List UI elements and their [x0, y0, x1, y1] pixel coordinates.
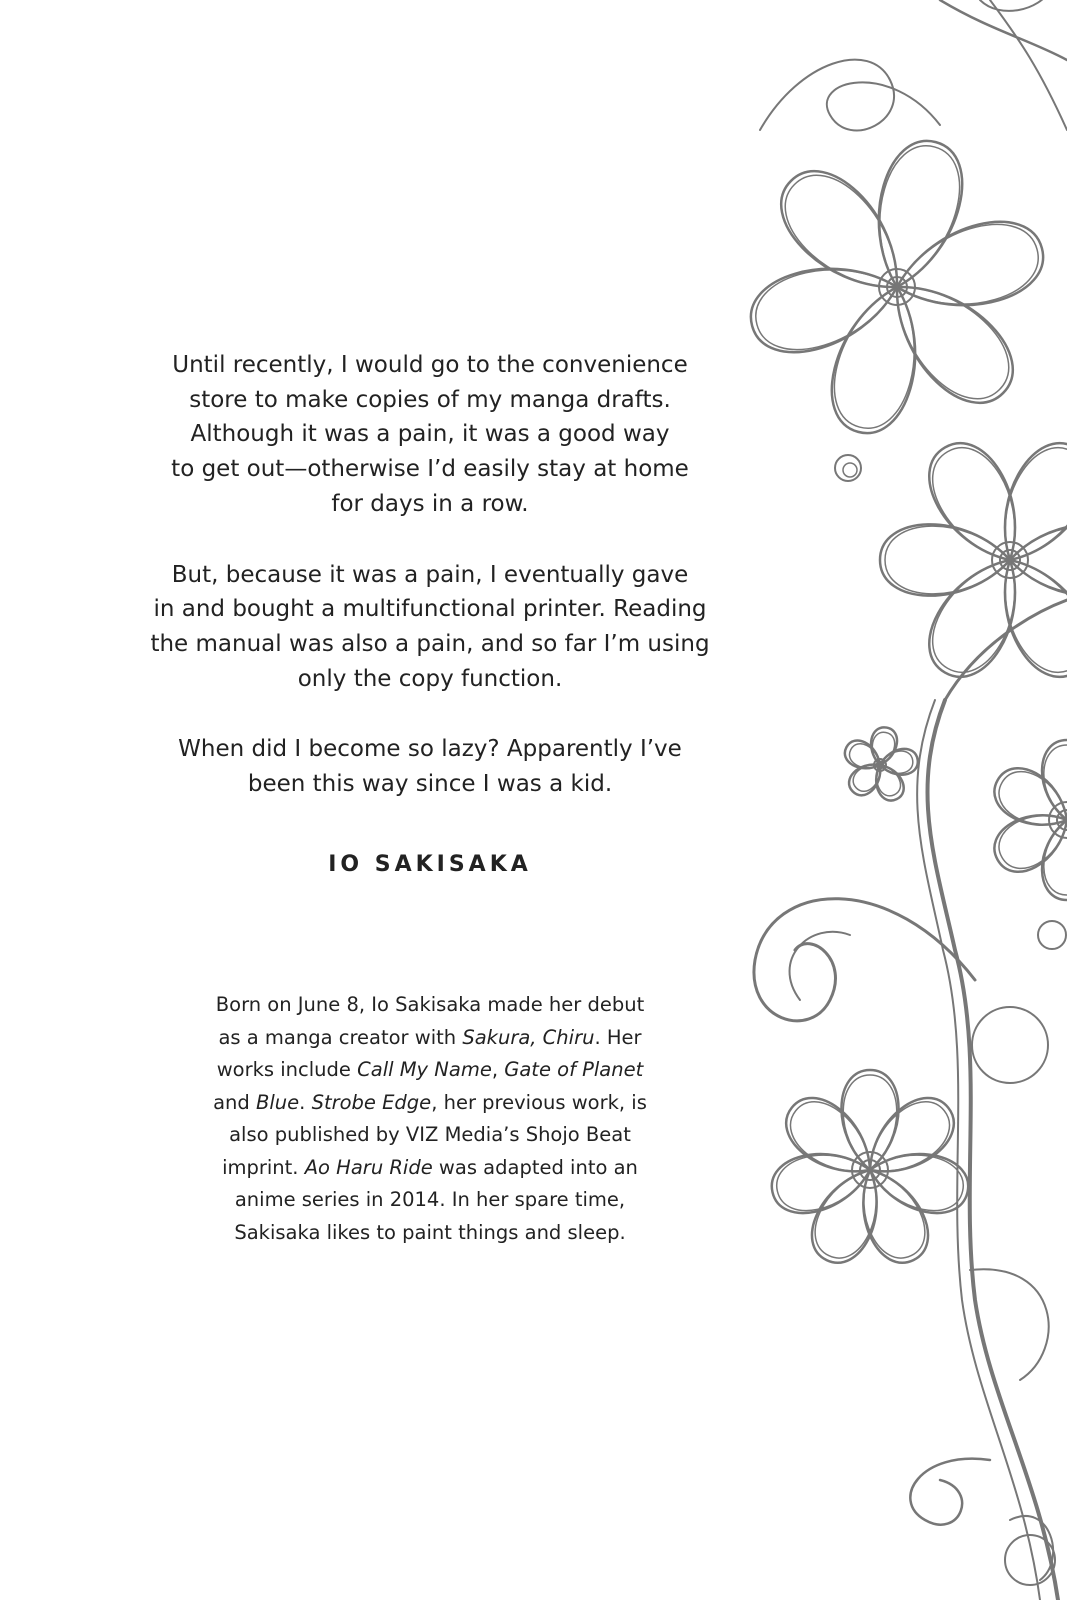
bio-line: [110, 1087, 750, 1120]
bio-text: Born on June 8, Io Sakisaka made her debut: [215, 993, 645, 1016]
flower-petal: [763, 153, 925, 315]
vine-stem: [927, 700, 1058, 1600]
bio-text: Sakisaka likes to paint things and sleep.: [234, 1220, 626, 1244]
flower-drawing: [880, 430, 1067, 691]
note-line: the manual was also a pain, and so far I’m using: [150, 630, 710, 657]
bio-title-text: Blue: [256, 1090, 300, 1114]
bio-line: [110, 1152, 750, 1185]
bio-line: [110, 1054, 750, 1087]
flower-vine-illustration: [740, 0, 1067, 1600]
bio-text: .: [299, 1090, 312, 1114]
flower-petal: [985, 758, 1067, 841]
note-line: Although it was a pain, it was a good way: [190, 421, 670, 448]
vine-stem: [990, 0, 1067, 130]
flower-petal: [985, 798, 1067, 881]
flower-petal: [774, 1085, 888, 1192]
flower-petal: [869, 259, 1031, 421]
bio-text: imprint.: [222, 1155, 305, 1179]
bio-title-text: Gate of Planet: [504, 1058, 644, 1081]
bio-text: also published by VIZ Media’s Shojo Beat: [229, 1123, 631, 1146]
bio-title-text: Strobe Edge: [311, 1090, 432, 1114]
note-line: been this way since I was a kid.: [247, 771, 613, 798]
bio-text: was adapted into an: [432, 1155, 638, 1179]
author-signature: IO SAKISAKA: [328, 852, 532, 877]
bio-line: [110, 1022, 750, 1055]
note-line: to get out—otherwise I’d easily stay at home: [171, 456, 689, 483]
note-paragraph-1: [110, 348, 750, 522]
bio-text: . Her: [594, 1025, 642, 1049]
note-line: Until recently, I would go to the convenience: [172, 352, 688, 378]
vine-curl: [970, 1269, 1049, 1380]
bubble-circle: [972, 1007, 1048, 1083]
note-paragraph-3: [110, 732, 750, 801]
vine-curl: [790, 932, 850, 1000]
vine-curl: [760, 60, 940, 131]
bio-line: [110, 989, 750, 1022]
note-paragraph-2: [110, 558, 750, 697]
author-bio: [110, 989, 750, 1249]
bubble-circle: [1038, 921, 1066, 949]
vine-stem: [940, 0, 1067, 60]
note-line: for days in a row.: [331, 490, 529, 517]
note-line: in and bought a multifunctional printer. Reading: [153, 596, 707, 623]
bio-title-text: Ao Haru Ride: [304, 1155, 433, 1179]
bio-text: anime series in 2014. In her spare time,: [234, 1188, 626, 1211]
bio-line: [110, 1217, 750, 1250]
flower-drawing: [766, 1070, 974, 1272]
bio-title-text: Sakura, Chiru: [462, 1025, 595, 1049]
bio-text: works include: [216, 1058, 358, 1081]
flower-drawing: [840, 725, 919, 804]
note-line: only the copy function.: [297, 665, 563, 692]
author-note: [110, 348, 750, 838]
flower-drawing: [985, 740, 1067, 900]
note-line: When did I become so lazy? Apparently I’ve: [178, 736, 682, 763]
bio-text: and: [213, 1090, 256, 1114]
bio-text: as a manga creator with: [218, 1025, 463, 1049]
flower-petal: [852, 1085, 966, 1192]
bio-line: [110, 1119, 750, 1152]
vine-curl: [754, 899, 975, 1021]
bio-line: [110, 1184, 750, 1217]
bio-text: ,: [491, 1058, 505, 1081]
note-line: store to make copies of my manga drafts.: [189, 386, 671, 413]
note-line: But, because it was a pain, I eventually gave: [171, 561, 689, 588]
vine-curl: [910, 1459, 990, 1525]
flower-drawing: [742, 132, 1052, 442]
bubble-circle: [843, 463, 857, 477]
bio-text: , her previous work, is: [431, 1090, 647, 1114]
bio-title-text: Call My Name: [357, 1058, 492, 1081]
